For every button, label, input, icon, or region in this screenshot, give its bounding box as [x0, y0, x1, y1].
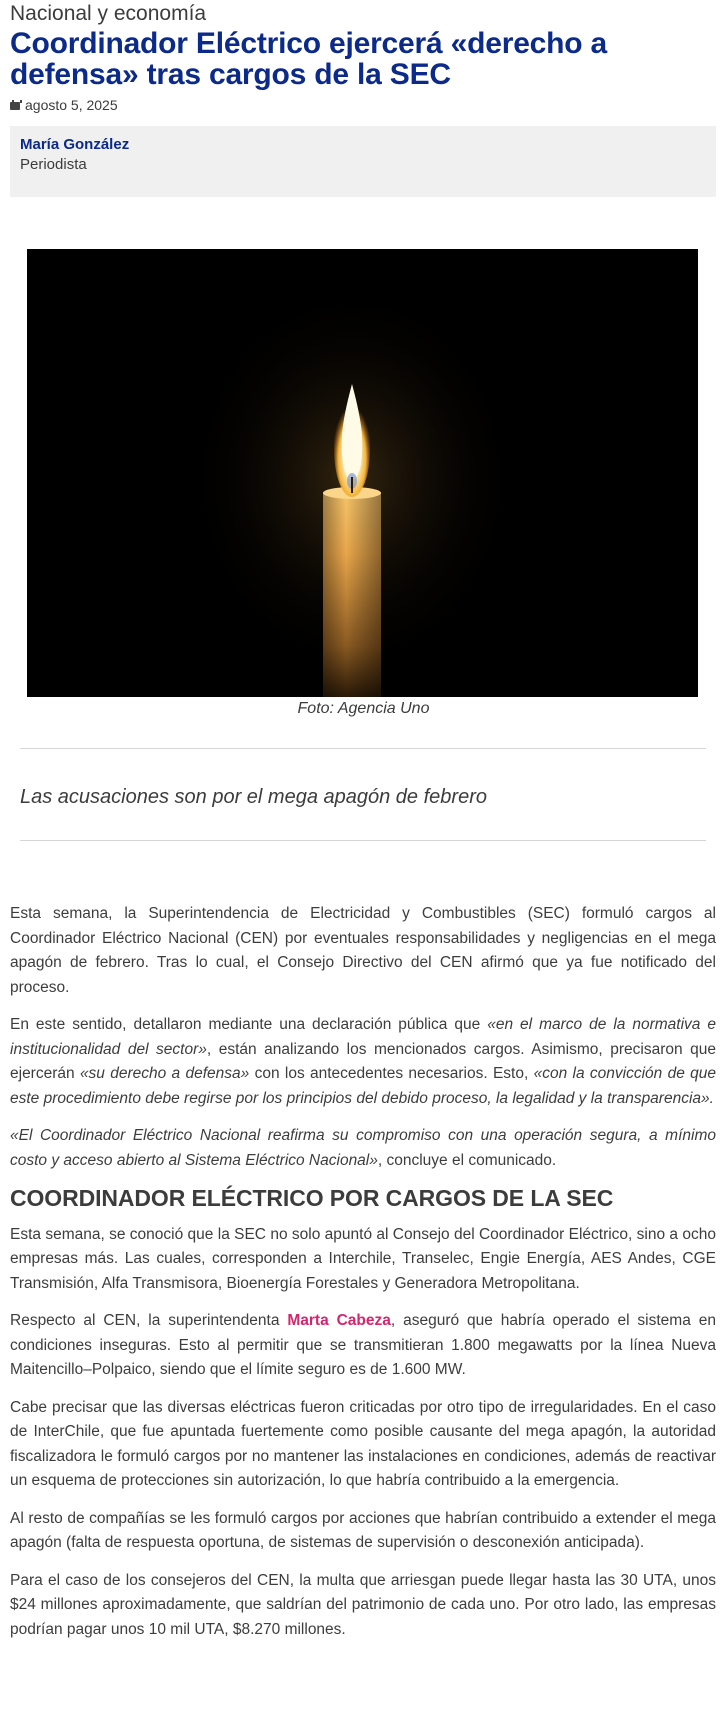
paragraph-6: Cabe precisar que las diversas eléctricas fueron criticadas por otro tipo de irregularidades. En el caso de InterChile, que fue apuntada fuertemente como posible causante del mega apagón, la autoridad fiscalizadora le formuló cargos por no mantener las instalaciones en condiciones, además de reactivar un esquema de protecciones sin autorización, lo que habría contribuido a la emergencia. — [10, 1398, 716, 1489]
author-role: Periodista — [20, 156, 87, 173]
publish-date-text: agosto 5, 2025 — [25, 97, 118, 113]
divider-top — [20, 748, 706, 749]
quote-normativa: «en el marco de la normativa e institucionalidad del sector» — [10, 1016, 716, 1058]
author-name[interactable]: María González — [20, 136, 130, 153]
publish-date — [10, 97, 118, 113]
candle-photo — [27, 249, 698, 697]
section-subheading: COORDINADOR ELÉCTRICO POR CARGOS DE LA SEC — [10, 1185, 614, 1211]
paragraph-2-text-a: En este sentido, detallaron mediante una declaración pública que — [10, 1016, 488, 1033]
calendar-icon — [10, 100, 20, 110]
paragraph-3 — [10, 1124, 716, 1173]
article-title: Coordinador Eléctrico ejercerá «derecho a defensa» tras cargos de la SEC — [10, 27, 608, 91]
paragraph-3-text-b: , concluye el comunicado. — [377, 1151, 557, 1169]
paragraph-2 — [10, 1013, 716, 1111]
author-box — [10, 126, 716, 197]
photo-caption: Foto: Agencia Uno — [297, 700, 430, 717]
paragraph-2-text-e: con los antecedentes necesarios. Esto, — [249, 1065, 534, 1082]
article-body — [10, 902, 716, 1655]
paragraph-7: Al resto de compañías se les formuló cargos por acciones que habrían contribuido a extender el mega apagón (falta de respuesta oportuna, de sistemas de supervisión o desconexión anticipada). — [10, 1509, 716, 1551]
quote-conviccion: «con la convicción de que este procedimiento debe regirse por los principios del debido proceso, la legalidad y la transparencia». — [10, 1065, 716, 1107]
article-photo — [27, 249, 698, 697]
marta-cabeza-link[interactable]: Marta Cabeza — [287, 1312, 391, 1329]
paragraph-5-text-b: , aseguró que habría operado el sistema en condiciones inseguras. Esto al permitir que se transmitieran 1.800 megawatts por la línea Nueva Maitencillo–Polpaico, siendo que el límite seguro es de 1.600 MW. — [10, 1312, 716, 1378]
paragraph-4: Esta semana, se conoció que la SEC no solo apuntó al Consejo del Coordinador Eléctrico, sino a ocho empresas más. Las cuales, corresponden a Interchile, Transelec, Engie Energía, AES Andes, CGE Transmisión, Alfa Transmisora, Bioenergía Forestales y Generadora Metropolitana. — [10, 1225, 716, 1292]
paragraph-2-text-c: , están analizando los mencionados cargos. Asimismo, precisaron que ejercerán — [10, 1040, 716, 1082]
divider-bottom — [20, 840, 706, 841]
quote-compromiso: «El Coordinador Eléctrico Nacional reafirma su compromiso con una operación segura, a mínimo costo y acceso abierto al Sistema Eléctrico Nacional» — [10, 1127, 716, 1169]
paragraph-8: Para el caso de los consejeros del CEN, la multa que arriesgan puede llegar hasta las 30 UTA, unos $24 millones aproximadamente, que saldrían del patrimonio de cada uno. Por otro lado, las empresas podrían pagar unos 10 mil UTA, $8.270 millones. — [10, 1571, 716, 1638]
article-lead: Las acusaciones son por el mega apagón de febrero — [20, 786, 487, 808]
section-label[interactable]: Nacional y economía — [10, 2, 207, 25]
paragraph-1: Esta semana, la Superintendencia de Electricidad y Combustibles (SEC) formuló cargos al Coordinador Eléctrico Nacional (CEN) por eventuales responsabilidades y negligencias en el mega apagón de febrero. Tras lo cual, el Consejo Directivo del CEN afirmó que ya fue notificado del proceso. — [10, 905, 716, 996]
paragraph-5 — [10, 1309, 716, 1383]
quote-derecho-defensa: «su derecho a defensa» — [79, 1065, 250, 1082]
paragraph-5-text-a: Respecto al CEN, la superintendenta — [10, 1312, 288, 1329]
